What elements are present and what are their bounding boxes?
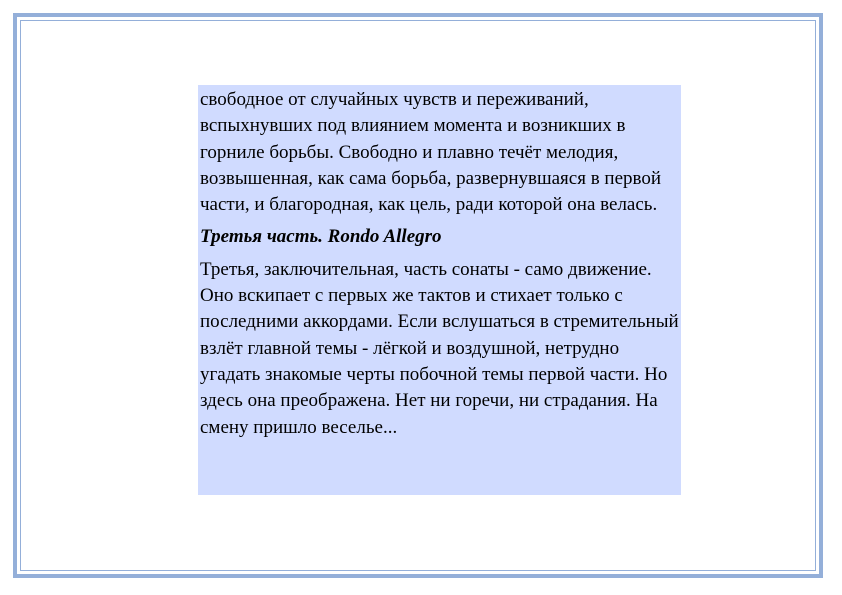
- paragraph-third-movement: Третья, заключительная, часть сонаты - само движение. Оно вскипает с первых же тактов и стихает только с последними аккордами. Если вслушаться в стремительный взлёт главной темы - лёгкой и воздушной, нетрудно угадать знакомые черты побочной темы первой части. Но здесь она преображена. Нет ни горечи, ни страдания. На смену пришло веселье...: [200, 258, 679, 438]
- section-heading: Третья часть. Rondo Allegro: [200, 226, 442, 248]
- paragraph-continued: свободное от случайных чувств и переживаний, вспыхнувших под влиянием момента и возникших в горниле борьбы. Свободно и плавно течёт мелодия, возвышенная, как сама борьба, развернувшаяся в первой части, и благородная, как цель, ради которой она велась.: [200, 89, 662, 216]
- text-box: [198, 85, 681, 495]
